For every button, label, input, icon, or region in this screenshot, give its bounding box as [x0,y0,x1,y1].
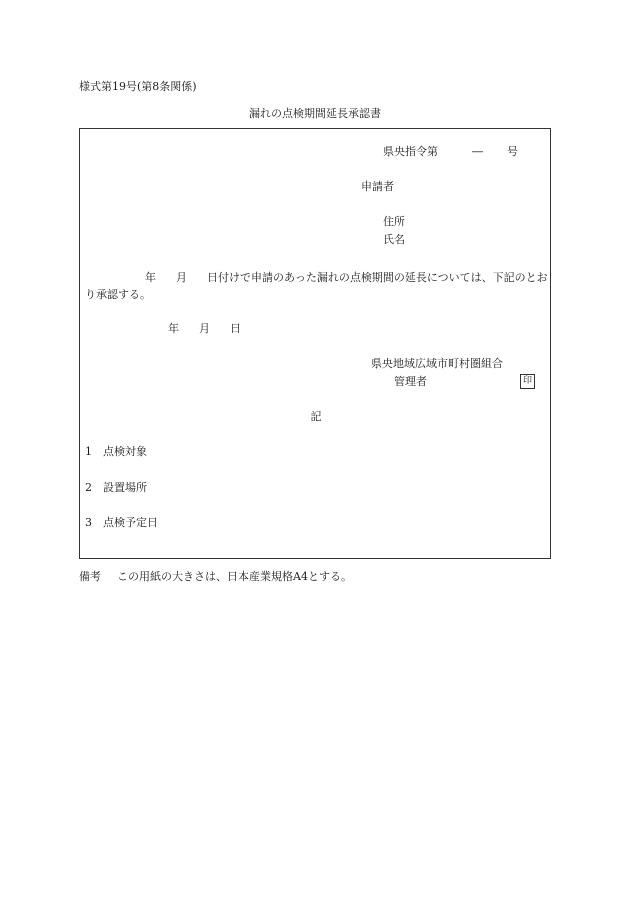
manager-label: 管理者 [394,375,427,388]
approval-day: 日 [230,322,241,335]
list-item [85,445,147,459]
approval-month: 月 [199,322,210,335]
list-item [85,481,147,495]
document-number-prefix: 県央指令第 [383,145,438,158]
body-text [85,269,548,303]
document-number-dash: ― [472,145,483,158]
item-number: 2 [85,481,92,494]
item-label: 点検対象 [103,445,147,458]
applicant-label: 申請者 [361,180,394,193]
document-number-suffix: 号 [507,145,518,158]
document-title: 漏れの点検期間延長承認書 [249,107,381,120]
approval-year: 年 [168,322,179,335]
name-label: 氏名 [383,233,405,246]
document-number [383,145,518,159]
remarks-text: この用紙の大きさは、日本産業規格A4とする。 [117,570,352,583]
approval-date [168,322,241,336]
remarks [79,570,352,584]
form-frame [79,128,551,559]
item-number: 1 [85,445,92,458]
form-label: 様式第19号(第8条関係) [79,80,197,93]
item-label: 点検予定日 [103,516,158,529]
body-month: 月 [176,271,187,284]
item-label: 設置場所 [103,481,147,494]
item-number: 3 [85,516,92,529]
remarks-label: 備考 [79,570,101,583]
address-label: 住所 [383,215,405,228]
issuer-organization: 県央地域広域市町村圏組合 [371,357,503,370]
body-sentence: 日付けで申請のあった漏れの点検期間の延長については、下記のとおり承認する。 [85,271,548,301]
record-label: 記 [310,410,322,423]
seal-mark: 印 [520,374,535,389]
body-year: 年 [145,271,156,284]
list-item [85,516,158,530]
